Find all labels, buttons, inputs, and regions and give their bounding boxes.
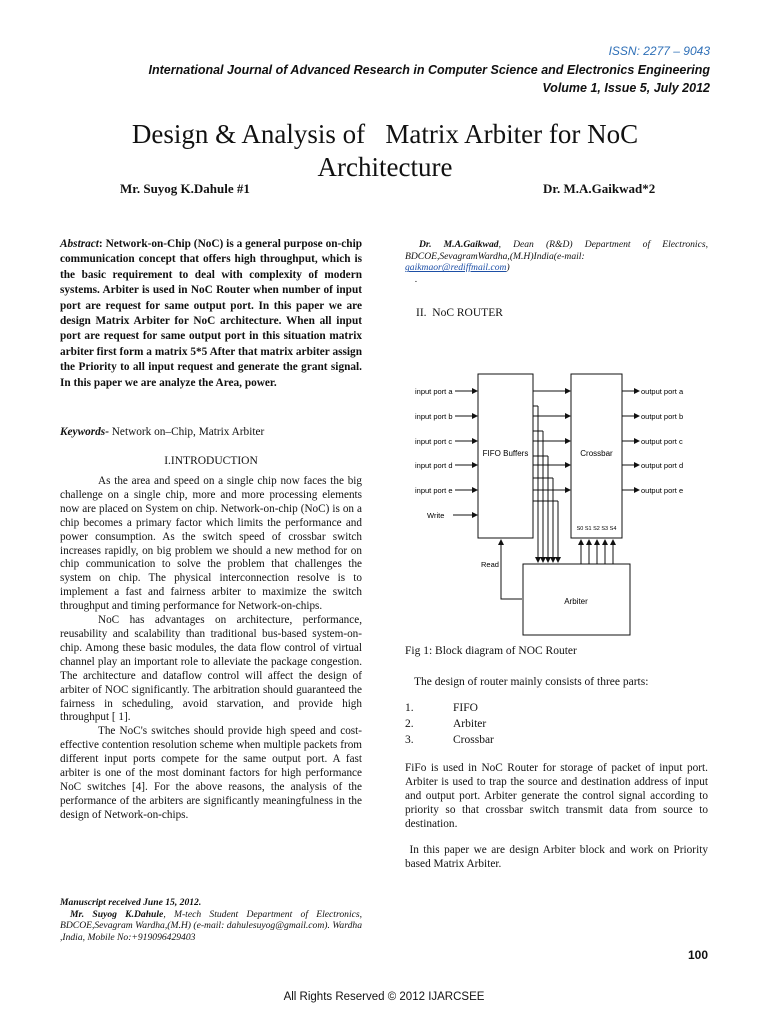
input-ports bbox=[415, 387, 477, 520]
output-port-c-label: output port c bbox=[641, 437, 683, 446]
list-item-label: Crossbar bbox=[453, 734, 494, 746]
intro-paragraph-3: The NoC's switches should provide high speed and cost-effective contention resolution scheme when multiple packets from different input ports compete for the same output port. A fast arbiter is one of the most dominant factors for high performance NoC switches [4]. For the above reasons, the analysis of the performance of the arbiters are significantly meaningfulness in the design of Network-on-chips. bbox=[60, 725, 362, 821]
abstract-text: : Network-on-Chip (NoC) is a general purpose on-chip communication concept that offers high throughput, which is the basic requirement to deal with complexity of modern systems. Arbiter is used in NoC Router when number of input port are request for same output port. In this paper we are design Matrix Arbiter for NoC architecture. When all input port are request for same output port in this situation matrix arbiter first form a matrix 5*5 After that matrix arbiter assign the Priority to all input request and generate the grant signal. In this paper we are analyze the Area, power. bbox=[60, 238, 362, 389]
intro-body bbox=[60, 475, 362, 823]
affiliation-email-link[interactable]: gaikmaor@rediffmail.com bbox=[405, 262, 507, 274]
output-port-e-label: output port e bbox=[641, 486, 684, 495]
fifo-crossbar-links bbox=[533, 391, 570, 490]
noc-router-diagram bbox=[405, 366, 710, 636]
affiliation-name: Dr. M.A.Gaikwad bbox=[419, 239, 499, 250]
author-2: Dr. M.A.Gaikwad*2 bbox=[543, 181, 656, 196]
copyright-footer: All Rights Reserved © 2012 IJARCSEE bbox=[283, 991, 485, 1003]
keywords-label: Keywords- bbox=[60, 426, 109, 438]
router-parts-list bbox=[405, 700, 708, 748]
journal-name: International Journal of Advanced Research in Computer Science and Electronics Engineering bbox=[148, 63, 710, 77]
paper-title bbox=[40, 118, 730, 184]
list-item bbox=[405, 700, 708, 716]
arbiter-label: Arbiter bbox=[564, 597, 588, 606]
volume-issue: Volume 1, Issue 5, July 2012 bbox=[542, 81, 710, 95]
list-item-label: FIFO bbox=[453, 702, 478, 714]
input-port-b-label: input port b bbox=[415, 412, 453, 421]
affiliation bbox=[405, 239, 708, 286]
output-ports bbox=[622, 387, 684, 495]
input-port-d-label: input port d bbox=[415, 461, 453, 470]
page-number: 100 bbox=[687, 948, 708, 962]
crossbar-label: Crossbar bbox=[580, 449, 613, 458]
router-parts-intro: The design of router mainly consists of three parts: bbox=[414, 676, 649, 688]
intro-heading: I.INTRODUCTION bbox=[164, 455, 258, 467]
input-port-e-label: input port e bbox=[415, 486, 453, 495]
list-item-number: 1. bbox=[405, 702, 414, 714]
manuscript-received: Manuscript received June 15, 2012. bbox=[60, 897, 202, 908]
output-port-a-label: output port a bbox=[641, 387, 684, 396]
fifo-paragraph: FiFo is used in NoC Router for storage of packet of input port. Arbiter is used to trap the source and destination address of input and output port. Arbiter generate the control signal according to priority so that crossbar switch transmit data from source to destination. bbox=[405, 762, 708, 830]
footnote-author-info: , M-tech Student Department of Electronics, BDCOE,Sevagram Wardha,(M.H) (e-mail: dahulesuyog@gmail.com). Wardha ,India, Mobile No:+919096429403 bbox=[60, 908, 362, 943]
list-item bbox=[405, 732, 708, 748]
affiliation-text: , Dean (R&D) Department of Electronics, BDCOE,SevagramWardha,(M.H)India(e-mail: bbox=[405, 239, 708, 262]
intro-paragraph-2: NoC has advantages on architecture, performance, reusability and scalability than traditional bus-based system-on-chip. Among these basic modules, the data flow control of virtual channel play an important role to alleviate the package congestion. The architecture and dataflow control will affect the design of arbiter of NOC significantly. The arbitration should guaranteed the fairness in scheduling, avoid starvation, and provide high throughput [ 1]. bbox=[60, 614, 362, 724]
title-line-1: Design & Analysis of Matrix Arbiter for NoC bbox=[131, 119, 639, 149]
fifo-label: FIFO Buffers bbox=[482, 449, 529, 458]
title-line-2: Architecture bbox=[317, 152, 453, 182]
keywords-text: Network on–Chip, Matrix Arbiter bbox=[108, 426, 265, 438]
abstract bbox=[60, 237, 362, 391]
list-item-number: 2. bbox=[405, 718, 414, 730]
input-port-a-label: input port a bbox=[415, 387, 453, 396]
author-1: Mr. Suyog K.Dahule #1 bbox=[120, 181, 250, 196]
footnote bbox=[60, 897, 362, 943]
section-2-heading: II. NoC ROUTER bbox=[416, 307, 503, 319]
affiliation-close: ) bbox=[506, 262, 510, 274]
arbiter-crossbar-select-links bbox=[581, 540, 613, 564]
output-port-d-label: output port d bbox=[641, 461, 684, 470]
input-port-c-label: input port c bbox=[415, 437, 453, 446]
list-item bbox=[405, 716, 708, 732]
issn-label: ISSN: 2277 – 9043 bbox=[608, 44, 710, 58]
read-label: Read bbox=[481, 560, 499, 569]
intro-paragraph-1: As the area and speed on a single chip now faces the big challenge on a single chip, more and more processing elements now are placed on System on chip. Network-on-chip (NoC) is on a chip becomes a primary factor which limits the performance and power consumption. As the switch speed of crossbar switch increases rapidly, on big problem we should a new method for on chip communication to solve the problem that challenges the system on chip. The physical interconnection resolve is to implement a fast and fairness arbiter to maximize the switch throughput and timing performance for Network-on-chips. bbox=[60, 475, 362, 613]
affiliation-dot: . bbox=[415, 274, 418, 286]
write-label: Write bbox=[427, 511, 445, 520]
keywords bbox=[60, 425, 362, 440]
fifo-arbiter-links bbox=[533, 406, 558, 562]
list-item-number: 3. bbox=[405, 734, 414, 746]
figure-caption: Fig 1: Block diagram of NOC Router bbox=[405, 645, 577, 657]
list-item-label: Arbiter bbox=[453, 718, 487, 730]
footnote-author: Mr. Suyog K.Dahule bbox=[70, 908, 164, 920]
select-lines-label: S0 S1 S2 S3 S4 bbox=[576, 526, 617, 532]
read-link bbox=[501, 540, 522, 599]
design-paragraph: In this paper we are design Arbiter block and work on Priority based Matrix Arbiter. bbox=[405, 844, 711, 870]
abstract-label: Abstract bbox=[60, 238, 99, 250]
output-port-b-label: output port b bbox=[641, 412, 684, 421]
